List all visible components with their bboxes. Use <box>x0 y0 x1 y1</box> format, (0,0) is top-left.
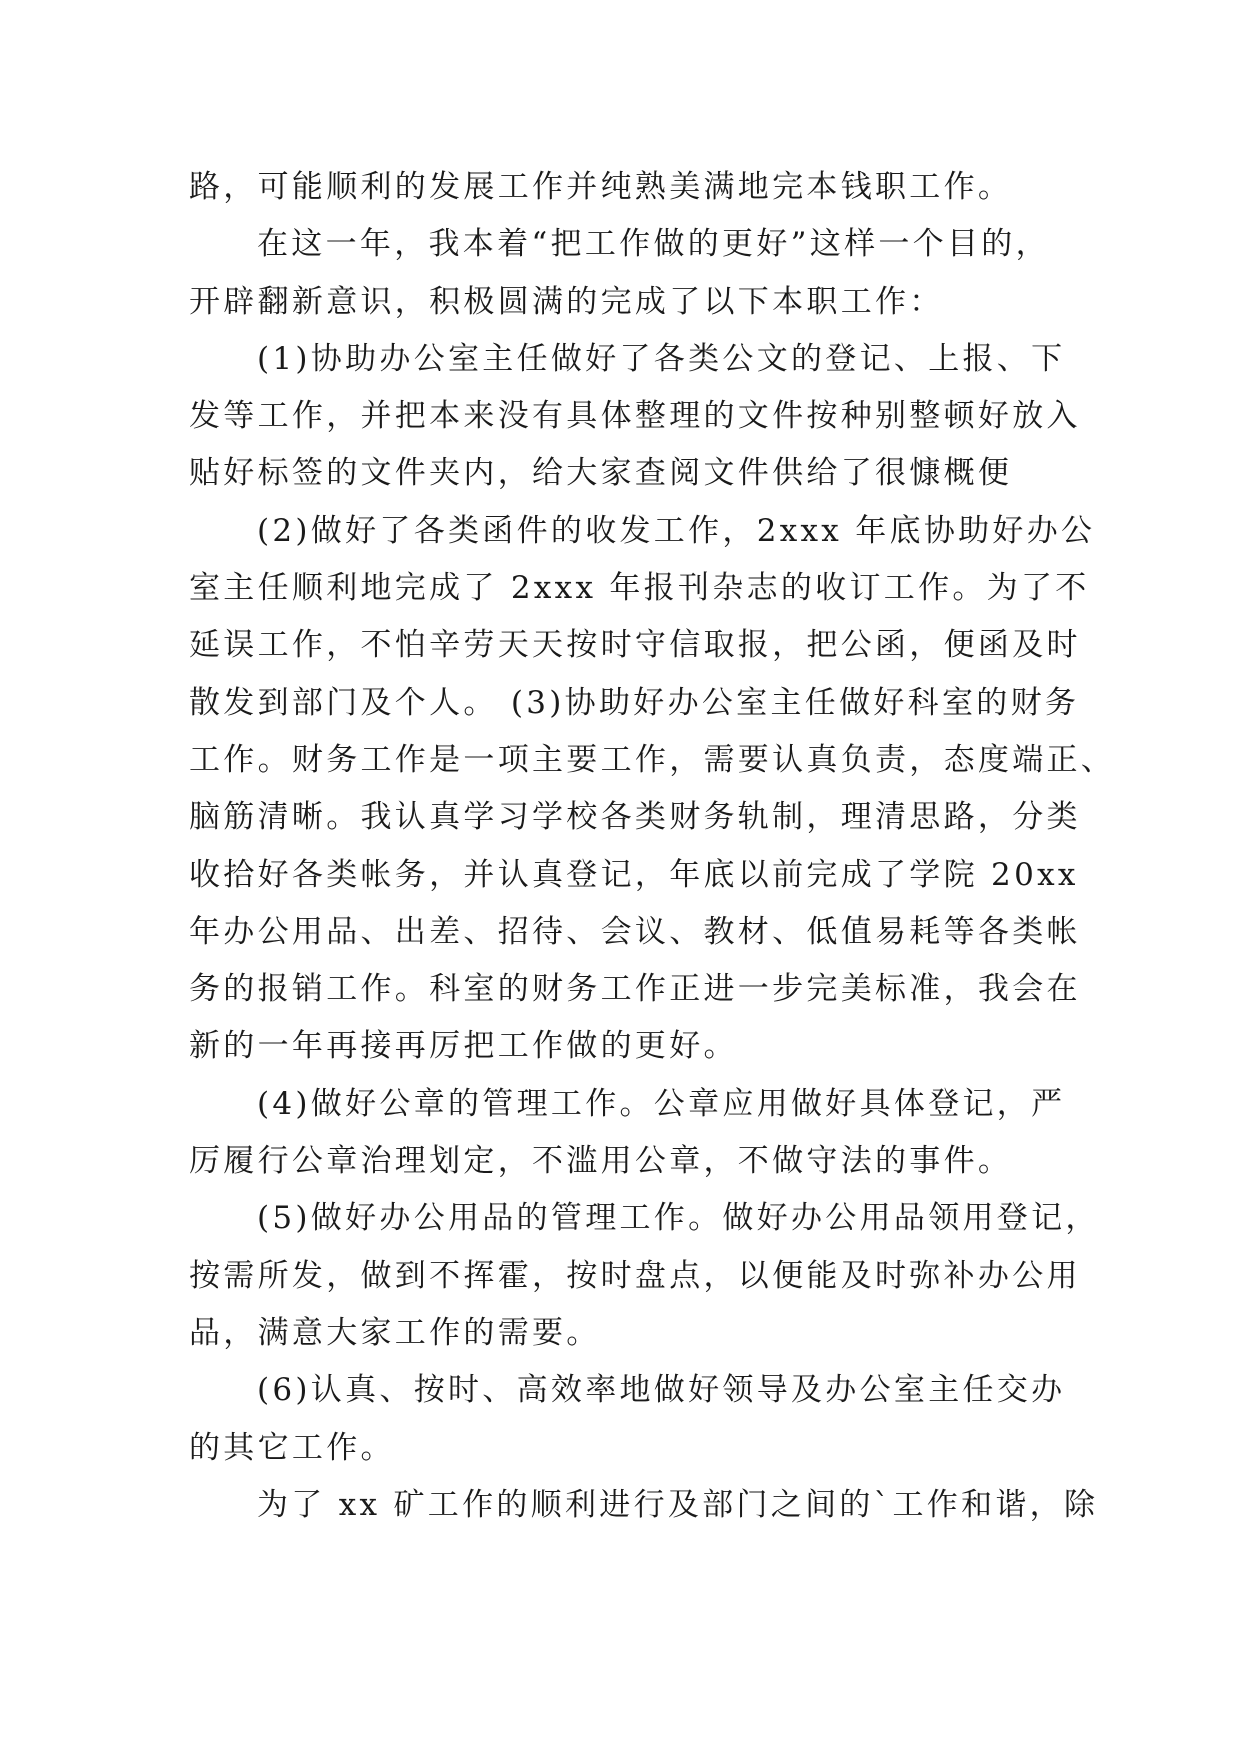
text-line: 的其它工作。 <box>189 1429 395 1466</box>
text-line: (6)认真、按时、高效率地做好领导及办公室主任交办 <box>257 1372 1066 1409</box>
text-line: 品，满意大家工作的需要。 <box>189 1314 601 1351</box>
text-line: 按需所发，做到不挥霍，按时盘点，以便能及时弥补办公用 <box>189 1257 1081 1294</box>
text-line: 工作。财务工作是一项主要工作，需要认真负责，态度端正、 <box>189 741 1116 778</box>
text-line: 收拾好各类帐务，并认真登记，年底以前完成了学院 20xx <box>189 856 1079 893</box>
text-line: 脑筋清晰。我认真学习学校各类财务轨制，理清思路，分类 <box>189 799 1081 836</box>
text-line: (2)做好了各类函件的收发工作，2xxx 年底协助好办公 <box>257 512 1096 549</box>
text-line: (5)做好办公用品的管理工作。做好办公用品领用登记， <box>257 1200 1100 1237</box>
text-line: 路，可能顺利的发展工作并纯熟美满地完本钱职工作。 <box>189 169 1013 205</box>
text-line: 开辟翻新意识，积极圆满的完成了以下本职工作： <box>189 283 944 320</box>
text-line: 在这一年，我本着“把工作做的更好”这样一个目的， <box>257 226 1050 263</box>
text-line: 厉履行公章治理划定，不滥用公章，不做守法的事件。 <box>189 1143 1013 1180</box>
text-line: 务的报销工作。科室的财务工作正进一步完美标准，我会在 <box>189 971 1081 1008</box>
text-line: (1)协助办公室主任做好了各类公文的登记、上报、下 <box>257 340 1066 377</box>
text-line: 新的一年再接再厉把工作做的更好。 <box>189 1028 738 1065</box>
text-line: 为了 xx 矿工作的顺利进行及部门之间的`工作和谐，除 <box>257 1486 1099 1523</box>
text-line: (4)做好公章的管理工作。公章应用做好具体登记，严 <box>257 1085 1066 1122</box>
text-line: 贴好标签的文件夹内，给大家查阅文件供给了很慷概便 <box>189 455 1013 492</box>
text-line: 散发到部门及个人。 (3)协助好办公室主任做好科室的财务 <box>189 684 1080 721</box>
text-line: 室主任顺利地完成了 2xxx 年报刊杂志的收订工作。为了不 <box>189 570 1090 607</box>
document-body <box>189 159 1116 1534</box>
text-line: 年办公用品、出差、招待、会议、教材、低值易耗等各类帐 <box>189 913 1081 950</box>
text-line: 延误工作，不怕辛劳天天按时守信取报，把公函，便函及时 <box>189 627 1081 664</box>
text-line: 发等工作，并把本来没有具体整理的文件按种别整顿好放入 <box>189 398 1081 435</box>
